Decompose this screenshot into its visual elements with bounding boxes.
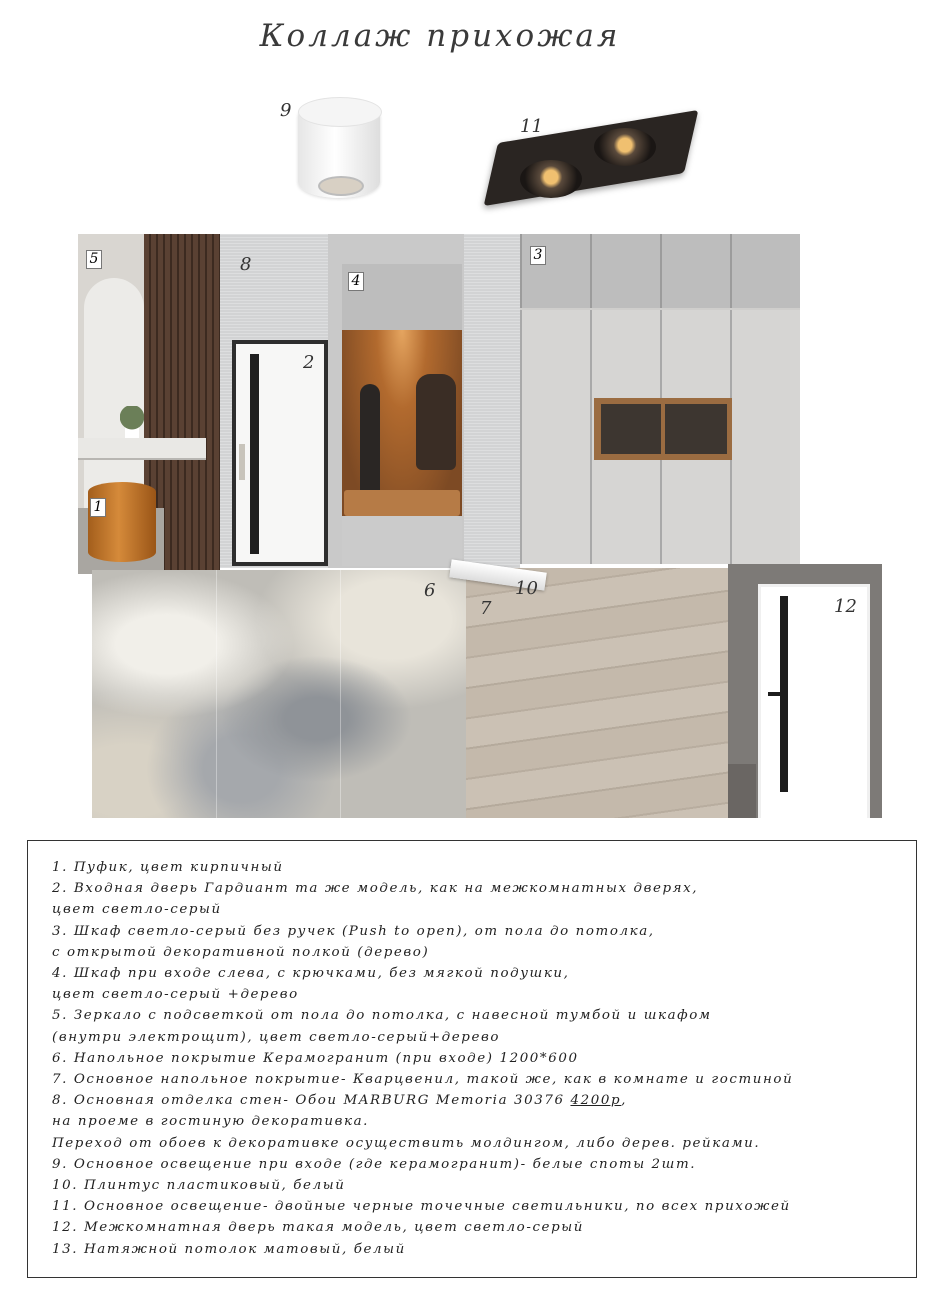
legend-line: Переход от обоев к декоративке осуществить молдингом, либо дерев. рейками.: [52, 1135, 761, 1151]
decorative-shelf: [594, 398, 732, 460]
niche-lower-drawers: [342, 516, 462, 566]
legend-line: 10. Плинтус пластиковый, белый: [52, 1178, 346, 1194]
shelf-cell-right: [665, 404, 727, 454]
spot-lamp-right: [594, 128, 656, 166]
mirror-panel-image: [78, 234, 220, 574]
legend-line: 13. Натяжной потолок матовый, белый: [52, 1241, 406, 1257]
interior-door-handle-icon: [768, 692, 782, 696]
spot-lamp-left: [520, 160, 582, 198]
console-shelf: [78, 438, 206, 460]
double-black-spot-light-image: [484, 110, 699, 206]
door-glass-strip: [250, 354, 259, 554]
legend-line: 4. Шкаф при входе слева, с крючками, без мягкой подушки,: [52, 966, 570, 982]
legend-line: 9. Основное освещение при входе (где керамогранит)- белые споты 2шт.: [52, 1156, 697, 1172]
label-6: 6: [424, 580, 436, 601]
wallpaper-price: 4200р: [570, 1093, 622, 1109]
legend-line: с открытой декоративной полкой (дерево): [52, 944, 430, 960]
page-title: Коллаж прихожая: [259, 18, 621, 54]
label-3: 3: [530, 246, 546, 265]
tile-joint: [216, 570, 217, 818]
wardrobe-upper-doors: [520, 234, 800, 308]
door-handle-icon: [239, 444, 245, 480]
interior-door-image: [758, 584, 870, 818]
legend-line: цвет светло-серый: [52, 902, 222, 918]
label-4: 4: [348, 272, 364, 291]
plant-icon: [120, 406, 144, 438]
legend-wallpaper-text: 8. Основная отделка стен- Обои MARBURG Memoria 30376: [52, 1093, 571, 1109]
legend-line: 12. Межкомнатная дверь такая модель, цвет светло-серый: [52, 1220, 584, 1236]
shelf-cell-left: [601, 404, 661, 454]
legend-line: 7. Основное напольное покрытие- Кварцвенил, такой же, как в комнате и гостиной: [52, 1072, 794, 1088]
label-10: 10: [515, 578, 538, 599]
legend-line: 11. Основное освещение- двойные черные точечные светильники, по всех прихожей: [52, 1199, 791, 1215]
tile-joint: [340, 570, 341, 818]
wardrobe-panel-image: [520, 234, 800, 564]
wallpaper-panel-image: [220, 234, 520, 568]
legend-line: на проеме в гостиную декоративка.: [52, 1114, 370, 1130]
label-9: 9: [280, 100, 292, 121]
legend-line: (внутри электрощит), цвет светло-серый+дерево: [52, 1029, 501, 1045]
label-7: 7: [480, 598, 492, 619]
white-spot-light-top: [298, 97, 382, 127]
umbrella-image: [360, 384, 380, 494]
label-8: 8: [240, 254, 252, 275]
legend-line-wallpaper: [52, 1090, 916, 1111]
pouf-image: [88, 482, 156, 562]
legend-line: 5. Зеркало с подсветкой от пола до потолка, с навесной тумбой и шкафом: [52, 1008, 712, 1024]
coat-image: [416, 374, 456, 470]
label-2: 2: [303, 352, 315, 373]
legend-line: 3. Шкаф светло-серый без ручек (Push to open), от пола до потолка,: [52, 923, 655, 939]
porcelain-tile-image: [92, 570, 466, 818]
wallpaper-price-suffix: ,: [621, 1093, 627, 1109]
label-11: 11: [520, 116, 543, 137]
label-1: 1: [90, 498, 106, 517]
white-spot-light-opening: [318, 176, 364, 196]
quartz-vinyl-floor-image: [466, 568, 728, 818]
bench-cushion: [344, 490, 460, 516]
legend-box: [27, 840, 917, 1278]
interior-door-panel-image: [728, 564, 882, 818]
legend-line: цвет светло-серый +дерево: [52, 987, 299, 1003]
legend-line: 1. Пуфик, цвет кирпичный: [52, 860, 284, 875]
label-5: 5: [86, 250, 102, 269]
label-12: 12: [834, 596, 857, 617]
legend-line: 2. Входная дверь Гардиант та же модель, как на межкомнатных дверях,: [52, 881, 699, 897]
side-table: [728, 764, 756, 818]
legend-line: 6. Напольное покрытие Керамогранит (при входе) 1200*600: [52, 1050, 579, 1066]
